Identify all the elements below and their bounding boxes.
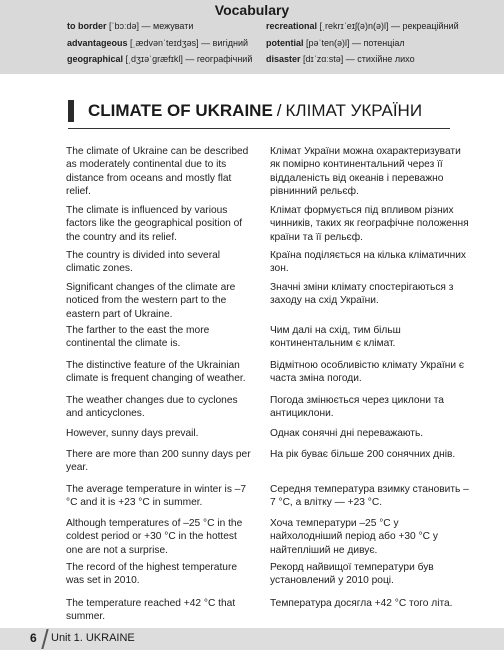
english-paragraph: The weather changes due to cyclones and anticyclones. [66,395,238,420]
vocab-word: to border [67,21,107,31]
ukrainian-paragraph: Значні зміни клімату спостерігаються з заходу на схід України. [270,282,454,307]
ukrainian-paragraph: Середня температура взимку становить –7 °C, а влітку — +23 °C. [270,484,469,509]
english-paragraph: Although temperatures of –25 °C in the coldest period or +30 °C in the hottest one are not a surprise. [66,518,243,556]
ukrainian-paragraph: Клімат формується під впливом різних чинників, таких як географічне положення країни та її рельєф. [270,205,469,243]
unit-label: Unit 1. UKRAINE [51,632,135,644]
vocab-entry [266,53,415,65]
section-title-separator: / [276,101,282,120]
section-title-en: CLIMATE OF UKRAINE [88,101,273,120]
english-paragraph: The temperature reached +42 °C that summer. [66,598,236,623]
vocab-word: recreational [266,21,318,31]
vocab-entry [266,37,405,49]
english-paragraph: The climate of Ukraine can be described as moderately continental due to its distance from oceans and mostly flat relief. [66,146,249,197]
vocab-definition: [ˌædvənˈteɪdʒəs] — вигідний [127,38,249,48]
ukrainian-paragraph: Рекорд найвищої температури був установлений у 2010 році. [270,562,434,587]
english-paragraph: The climate is influenced by various factors like the geographical position of the country and its relief. [66,205,243,243]
vocabulary-title: Vocabulary [214,2,290,18]
ukrainian-paragraph: Країна поділяється на кілька кліматичних зон. [270,250,467,275]
page-footer [0,628,504,650]
section-header [68,98,450,129]
ukrainian-paragraph: Відмітною особливістю клімату України є часта зміна погоди. [270,360,465,385]
english-paragraph: The distinctive feature of the Ukrainian climate is frequent changing of weather. [66,360,246,385]
vocab-word: disaster [266,54,301,64]
vocab-definition: [ˈbɔːdə] — межувати [106,21,194,31]
ukrainian-paragraph: На рік буває більше 200 сонячних днів. [270,449,456,460]
vocab-entry [67,53,252,65]
section-title [88,101,422,121]
page-number: 6 [30,631,37,645]
vocab-word: advantageous [67,38,128,48]
english-paragraph: Significant changes of the climate are noticed from the western part to the eastern part of Ukraine. [66,282,236,320]
english-paragraph: There are more than 200 sunny days per year. [66,449,251,474]
ukrainian-paragraph: Клімат України можна охарактеризувати як помірно континентальний через її віддаленість від океанів і переважно рівнинний рельєф. [270,146,461,197]
vocab-entry [266,20,459,32]
vocab-word: geographical [67,54,124,64]
ukrainian-paragraph: Хоча температури –25 °C у найхолодніший період або +30 °C у найтепліший не дивує. [270,518,438,556]
section-marker [68,100,74,122]
english-paragraph: However, sunny days prevail. [66,428,199,439]
vocab-word: potential [266,38,304,48]
ukrainian-paragraph: Однак сонячні дні переважають. [270,428,424,439]
vocab-entry [67,20,193,32]
ukrainian-paragraph: Погода змінюється через циклони та антициклони. [270,395,444,420]
ukrainian-paragraph: Чим далі на схід, тим більш континентальним є клімат. [270,325,401,350]
vocab-entry [67,37,248,49]
vocab-definition: [dɪˈzɑːstə] — стихійне лихо [300,54,415,64]
vocab-definition: [ˌrekrɪˈeɪʃ(ə)n(ə)l] — рекреаційний [317,21,459,31]
footer-divider [41,629,48,649]
section-title-uk: КЛІМАТ УКРАЇНИ [285,101,423,120]
vocab-definition: [pəˈten(ə)l] — потенціал [303,38,405,48]
ukrainian-paragraph: Температура досягла +42 °C того літа. [270,598,453,609]
english-paragraph: The average temperature in winter is –7 °C and it is +23 °C in summer. [66,484,247,509]
english-paragraph: The farther to the east the more continental the climate is. [66,325,210,350]
english-paragraph: The country is divided into several climatic zones. [66,250,221,275]
english-paragraph: The record of the highest temperature was set in 2010. [66,562,238,587]
vocab-definition: [ˌdʒɪəˈgræfɪkl] — географічний [123,54,253,64]
